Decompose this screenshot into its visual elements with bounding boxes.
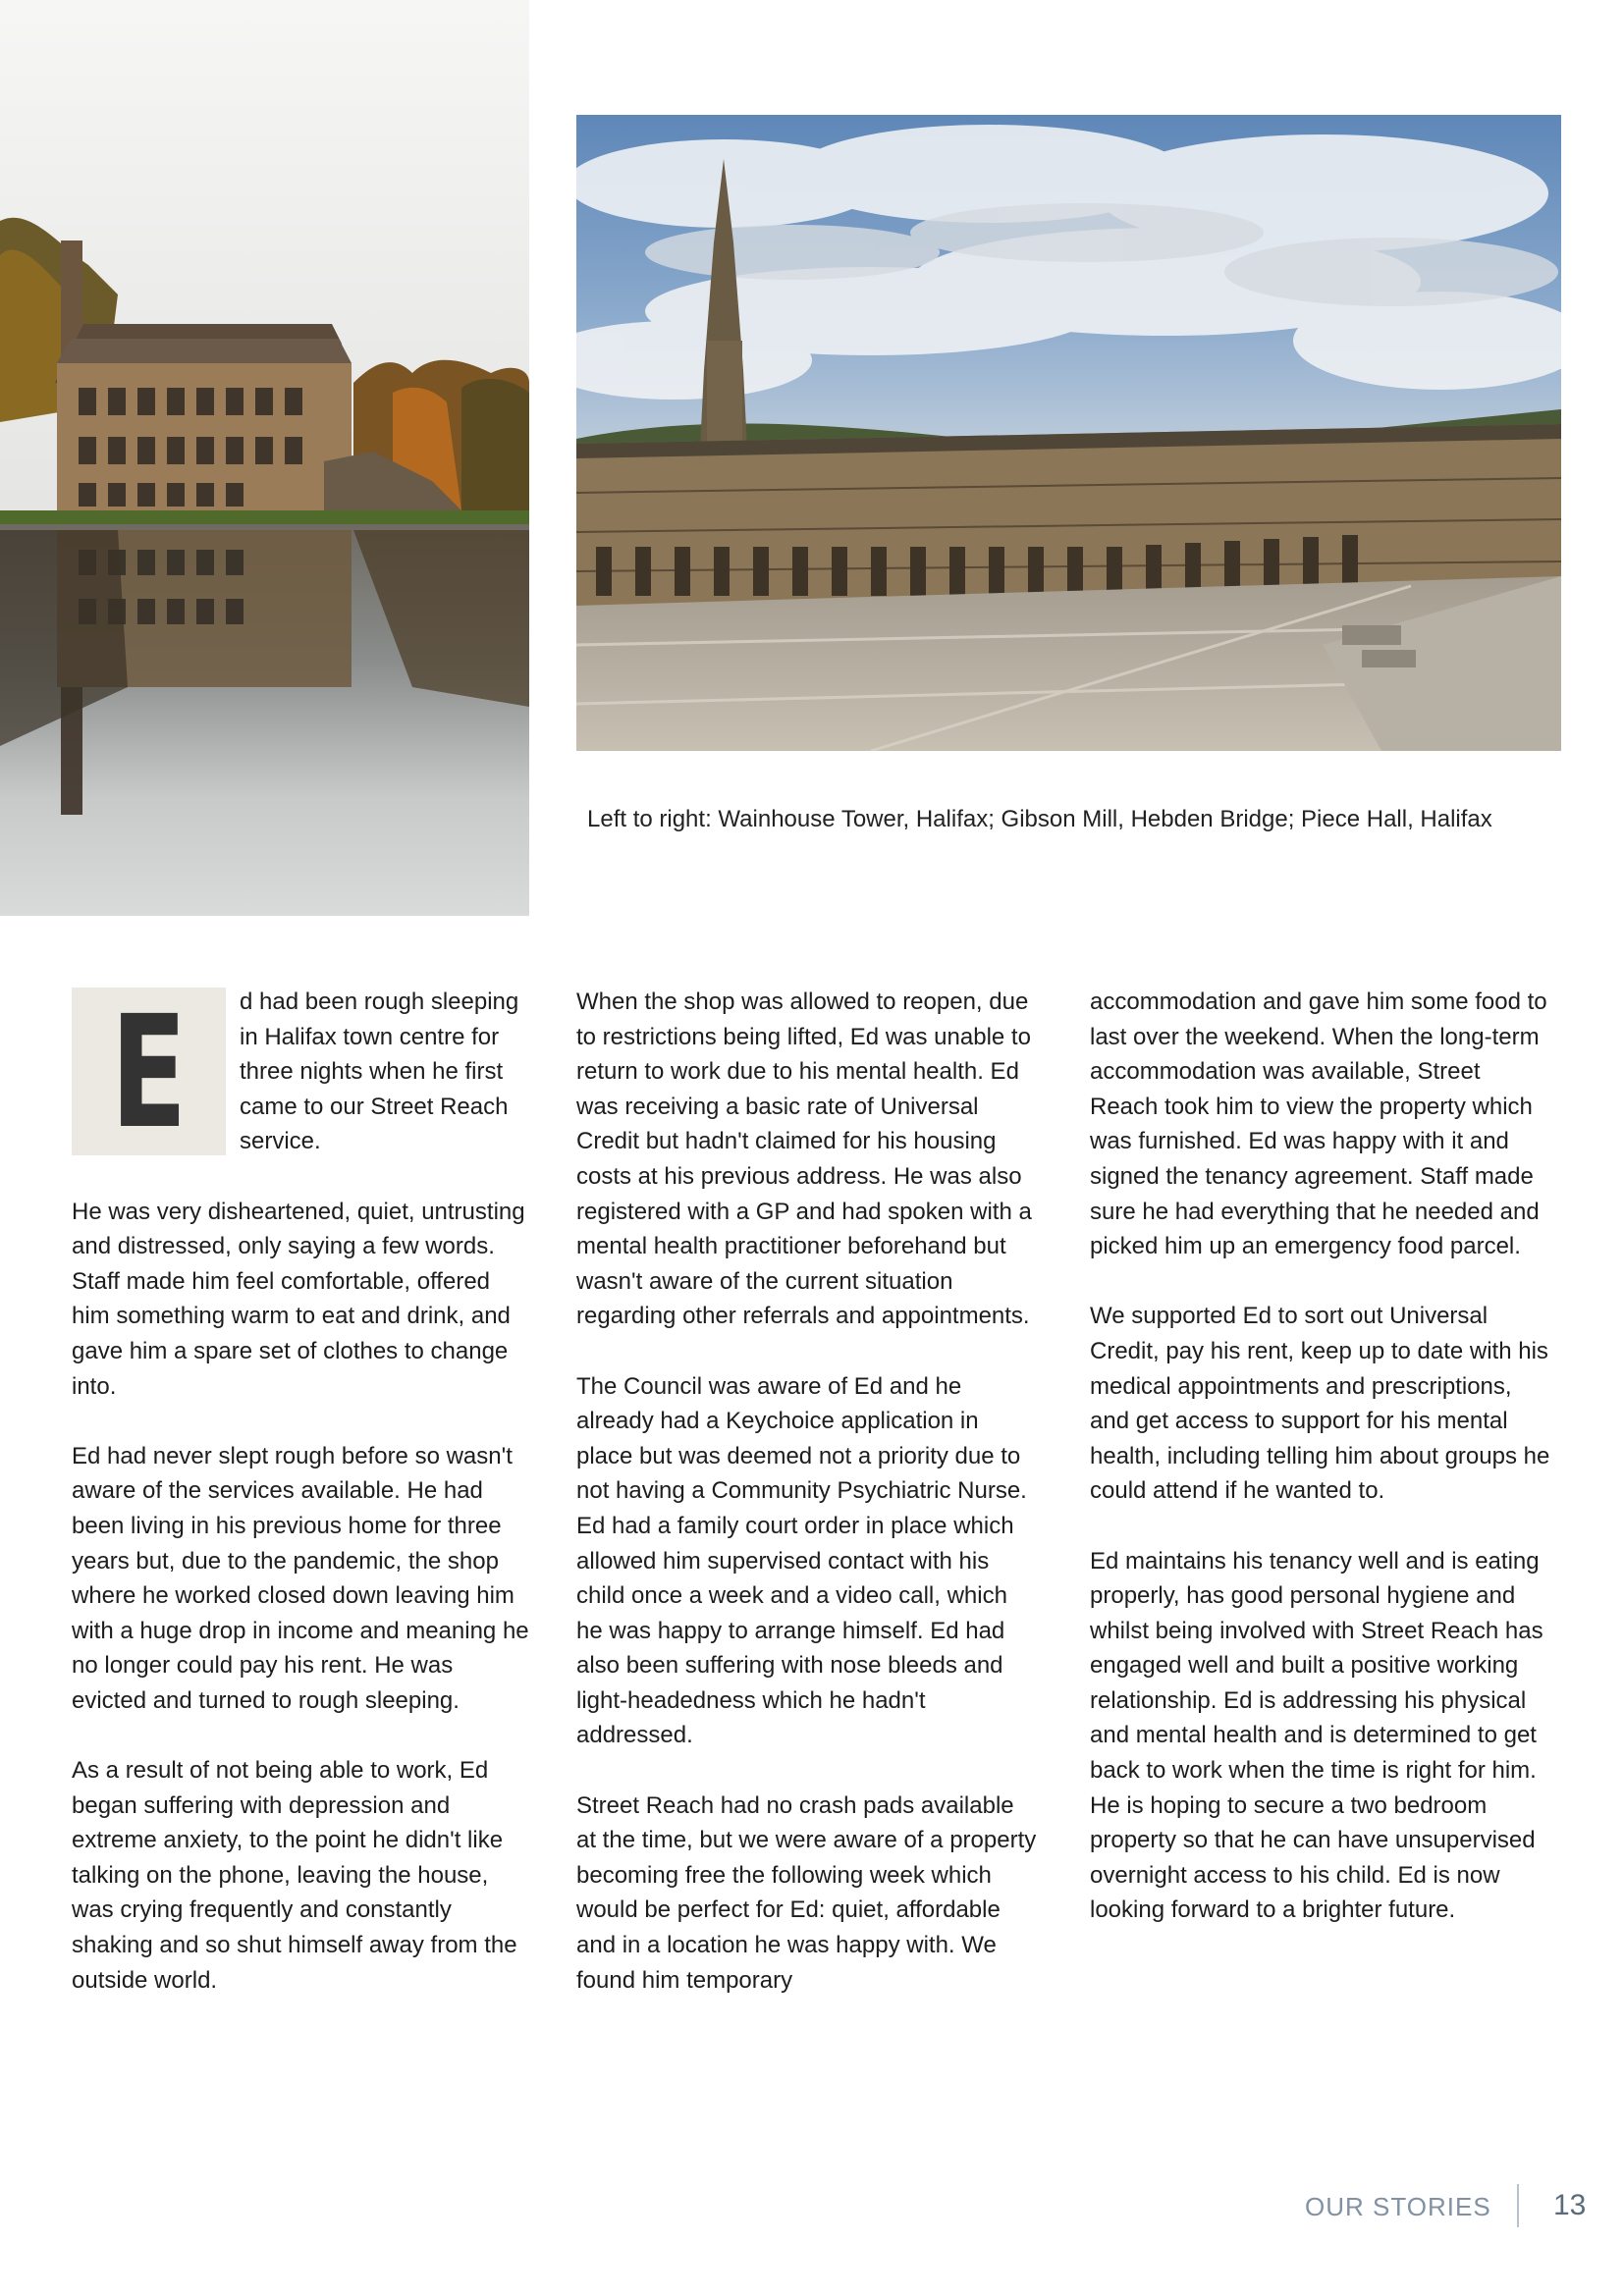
page-number: 13 <box>1553 2189 1587 2221</box>
paragraph: Ed had never slept rough before so wasn't aware of the services available. He had been living in his previous home for three years but, due to the pandemic, the shop where he worked closed down leaving him with a huge drop in income and meaning he no longer could pay his rent. He was evicted and turned to rough sleeping. <box>72 1442 529 1714</box>
paragraph: As a result of not being able to work, Ed began suffering with depression and extreme anxiety, to the point he didn't like talking on the phone, leaving the house, was crying frequently and constantly shaking and so shut himself away from the outside world. <box>72 1757 517 1994</box>
footer-divider <box>1517 2184 1519 2227</box>
mill-photo <box>0 0 529 916</box>
article-column-3 <box>1090 985 1551 1963</box>
article-column-2 <box>576 985 1038 2033</box>
paragraph: When the shop was allowed to reopen, due to restrictions being lifted, Ed was unable to return to work due to his mental health. Ed was receiving a basic rate of Universal Credit but hadn't claimed for his housing costs at his previous address. He was also registered with a GP and had spoken with a mental health practitioner beforehand but wasn't aware of the current situation regarding other referrals and appointments. <box>576 988 1032 1330</box>
courtyard-photo-graphic <box>576 115 1561 751</box>
photo-caption: Left to right: Wainhouse Tower, Halifax; Gibson Mill, Hebden Bridge; Piece Hall, Halifax <box>587 806 1492 832</box>
paragraph: Ed maintains his tenancy well and is eating properly, has good personal hygiene and whilst being involved with Street Reach has engaged well and built a positive working relationship. Ed is addressing his physical and mental health and is determined to get back to work when the time is right for him. He is hoping to secure a two bedroom property so that he can have unsupervised overnight access to his child. Ed is now looking forward to a brighter future. <box>1090 1547 1543 1924</box>
courtyard-photo <box>576 115 1561 751</box>
paragraph: He was very disheartened, quiet, untrusting and distressed, only saying a few words. Staff made him feel comfortable, offered him something warm to eat and drink, and gave him a spare set of clothes to change into. <box>72 1198 525 1400</box>
section-label: OUR STORIES <box>1305 2192 1491 2221</box>
paragraph: We supported Ed to sort out Universal Credit, pay his rent, keep up to date with his medical appointments and prescriptions, and get access to support for his mental health, including telling him about groups he could attend if he wanted to. <box>1090 1303 1550 1505</box>
paragraph: d had been rough sleeping in Halifax town centre for three nights when he first came to our Street Reach service. <box>240 988 519 1155</box>
paragraph: The Council was aware of Ed and he already had a Keychoice application in place but was deemed not a priority due to not having a Community Psychiatric Nurse. Ed had a family court order in place which allowed him supervised contact with his child once a week and a video call, which he was happy to arrange himself. Ed had also been suffering with nose bleeds and light-headedness which he hadn't addressed. <box>576 1372 1027 1749</box>
article-column-1 <box>72 985 533 2033</box>
paragraph: Street Reach had no crash pads available at the time, but we were aware of a property becoming free the following week which would be perfect for Ed: quiet, affordable and in a location he was happy with. We found him temporary <box>576 1791 1037 1994</box>
drop-cap <box>72 983 226 1163</box>
paragraph: accommodation and gave him some food to last over the weekend. When the long-term accommodation was available, Street Reach took him to view the property which was furnished. Ed was happy with it and signed the tenancy agreement. Staff made sure he had everything that he needed and picked him up an emergency food parcel. <box>1090 988 1547 1260</box>
drop-cap-letter: E <box>110 983 188 1163</box>
mill-photo-graphic <box>0 0 529 916</box>
